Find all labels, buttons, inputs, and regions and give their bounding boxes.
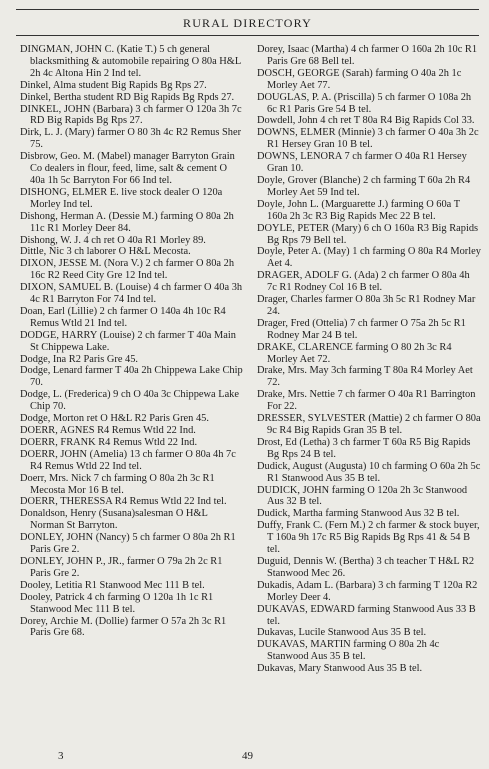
directory-entry: Dodge, L. (Frederica) 9 ch O 40a 3c Chippewa Lake Chip 70. [20,389,239,413]
directory-entry: Dowdell, John 4 ch ret T 80a R4 Big Rapids Col 33. [257,115,475,127]
directory-entry: Doan, Earl (Lillie) 2 ch farmer O 140a 4h 10c R4 Remus Wtld 21 Ind tel. [20,305,226,329]
directory-entry: DUDICK, JOHN farming O 120a 2h 3c Stanwood Aus 32 B tel. [257,484,468,508]
page-number: 49 [242,750,253,762]
page-title: RURAL DIRECTORY [182,16,312,30]
directory-entry: Dudick, Martha farming Stanwood Aus 32 B tel. [257,508,460,520]
directory-entry: DOWNS, LENORA 7 ch farmer O 40a R1 Hersey Gran 10. [257,151,467,175]
directory-entry: Dukavas, Lucile Stanwood Aus 35 B tel. [257,627,427,639]
directory-entry: Dukadis, Adam L. (Barbara) 3 ch farming T 120a R2 Morley Deer 4. [257,579,478,603]
directory-entry: DRAGER, ADOLF G. (Ada) 2 ch farmer O 80a 4h 7c R1 Rodney Col 16 B tel. [257,270,470,294]
directory-entry: DOSCH, GEORGE (Sarah) farming O 40a 2h 1c Morley Aet 77. [257,67,462,91]
directory-entry: Drake, Mrs. Nettie 7 ch farmer O 40a R1 Barrington For 22. [257,389,476,413]
directory-entry: DODGE, HARRY (Louise) 2 ch farmer T 40a Main St Chippewa Lake. [20,329,236,353]
directory-entry: Duffy, Frank C. (Fern M.) 2 ch farmer & stock buyer, T 160a 9h 17c R5 Big Rapids Bg Rps 41 & 54 B tel. [257,520,480,556]
directory-entry: Doyle, Peter A. (May) 1 ch farming O 80a R4 Morley Aet 4. [257,246,481,270]
right-column [257,44,481,675]
directory-entry: DISHONG, ELMER E. live stock dealer O 120a Morley Ind tel. [20,186,223,210]
directory-entry: DRESSER, SYLVESTER (Mattie) 2 ch farmer O 80a 9c R4 Big Rapids Gran 35 B tel. [257,413,481,436]
directory-entry: DIXON, JESSE M. (Nora V.) 2 ch farmer O 80a 2h 16c R2 Reed City Gre 12 Ind tel. [20,258,235,282]
directory-entry: DINGMAN, JOHN C. (Katie T.) 5 ch general blacksmithing & automobile repairing O 80a H&L 2h 4c Altona Hin 2 Ind tel. [20,44,241,79]
header-top-rule [16,9,479,10]
directory-entry: Dorey, Archie M. (Dollie) farmer O 57a 2h 3c R1 Paris Gre 68. [20,615,227,639]
left-column [20,44,244,639]
directory-entry: DRAKE, CLARENCE farming O 80 2h 3c R4 Morley Aet 72. [257,341,452,365]
directory-entry: DOERR, JOHN (Amelia) 13 ch farmer O 80a 4h 7c R4 Remus Wtld 22 Ind tel. [20,448,236,472]
directory-entry: Duguid, Dennis W. (Bertha) 3 ch teacher T H&L R2 Stanwood Mec 26. [257,555,475,579]
directory-entry: DONLEY, JOHN (Nancy) 5 ch farmer O 80a 2h R1 Paris Gre 2. [20,532,236,556]
directory-entry: DINKEL, JOHN (Barbara) 3 ch farmer O 120a 3h 7c RD Big Rapids Bg Rps 27. [20,103,242,127]
directory-entry: DIXON, SAMUEL B. (Louise) 4 ch farmer O 40a 3h 4c R1 Barryton For 74 Ind tel. [20,282,243,306]
directory-entry: DUKAVAS, EDWARD farming Stanwood Aus 33 B tel. [257,603,476,627]
directory-entry: DUKAVAS, MARTIN farming O 80a 2h 4c Stanwood Aus 35 B tel. [257,639,440,663]
directory-entry: Dishong, Herman A. (Dessie M.) farming O 80a 2h 11c R1 Morley Deer 84. [20,210,234,234]
directory-entry: DONLEY, JOHN P., JR., farmer O 79a 2h 2c R1 Paris Gre 2. [20,555,223,579]
directory-entry: Disbrow, Geo. M. (Mabel) manager Barryton Grain Co dealers in flour, feed, lime, salt & cement O 40a 1h 5c Barryton For 66 Ind tel. [20,151,235,186]
directory-entry: Drager, Charles farmer O 80a 3h 5c R1 Rodney Mar 24. [257,294,476,317]
directory-entry: DOYLE, PETER (Mary) 6 ch O 160a R3 Big Rapids Bg Rps 79 Bell tel. [257,222,479,246]
directory-entry: Dinkel, Alma student Big Rapids Bg Rps 27. [20,79,207,91]
directory-entry: Drost, Ed (Letha) 3 ch farmer T 60a R5 Big Rapids Bg Rps 24 B tel. [257,436,471,460]
directory-entry: DOWNS, ELMER (Minnie) 3 ch farmer O 40a 3h 2c R1 Hersey Gran 10 B tel. [257,127,479,151]
directory-entry: Dudick, August (Augusta) 10 ch farming O 60a 2h 5c R1 Stanwood Aus 35 B tel. [257,460,481,484]
directory-entry: Dodge, Ina R2 Paris Gre 45. [20,353,139,365]
directory-entry: Dorey, Isaac (Martha) 4 ch farmer O 160a 2h 10c R1 Paris Gre 68 Bell tel. [257,44,478,67]
directory-entry: DOERR, FRANK R4 Remus Wtld 22 Ind. [20,436,198,448]
directory-entry: Donaldson, Henry (Susana)salesman O H&L Norman St Barryton. [20,508,208,532]
directory-entry: Doyle, Grover (Blanche) 2 ch farming T 60a 2h R4 Morley Aet 59 Ind tel. [257,174,471,198]
directory-entry: Dirk, L. J. (Mary) farmer O 80 3h 4c R2 Remus Sher 75. [20,127,242,151]
directory-entry: Dodge, Morton ret O H&L R2 Paris Gren 45. [20,413,209,425]
directory-entry: Dooley, Letitia R1 Stanwood Mec 111 B tel. [20,579,205,591]
directory-entry: Drager, Fred (Ottelia) 7 ch farmer O 75a 2h 5c R1 Rodney Mar 24 B tel. [257,317,466,341]
header-bottom-rule [16,35,479,36]
directory-entry: Doerr, Mrs. Nick 7 ch farming O 80a 2h 3c R1 Mecosta Mor 16 B tel. [20,472,215,496]
directory-entry: Dishong, W. J. 4 ch ret O 40a R1 Morley 89. [20,234,206,246]
directory-entry: DOERR, THERESSA R4 Remus Wtld 22 Ind tel. [20,496,227,508]
directory-entry: Dittle, Nic 3 ch laborer O H&L Mecosta. [20,246,191,258]
directory-entry: DOUGLAS, P. A. (Priscilla) 5 ch farmer O 108a 2h 6c R1 Paris Gre 54 B tel. [257,91,472,115]
directory-entry: Drake, Mrs. May 3ch farming T 80a R4 Morley Aet 72. [257,365,473,389]
footer-left-number: 3 [58,750,64,762]
directory-entry: Dooley, Patrick 4 ch farming O 120a 1h 1c R1 Stanwood Mec 111 B tel. [20,591,214,615]
directory-entry: Dinkel, Bertha student RD Big Rapids Bg Rpds 27. [20,91,235,103]
directory-entry: Dukavas, Mary Stanwood Aus 35 B tel. [257,663,423,675]
directory-entry: Doyle, John L. (Marguarette J.) farming O 60a T 160a 2h 3c R3 Big Rapids Mec 22 B tel. [257,198,460,222]
directory-entry: Dodge, Lenard farmer T 40a 2h Chippewa Lake Chip 70. [20,365,243,389]
directory-entry: DOERR, AGNES R4 Remus Wtld 22 Ind. [20,425,196,436]
